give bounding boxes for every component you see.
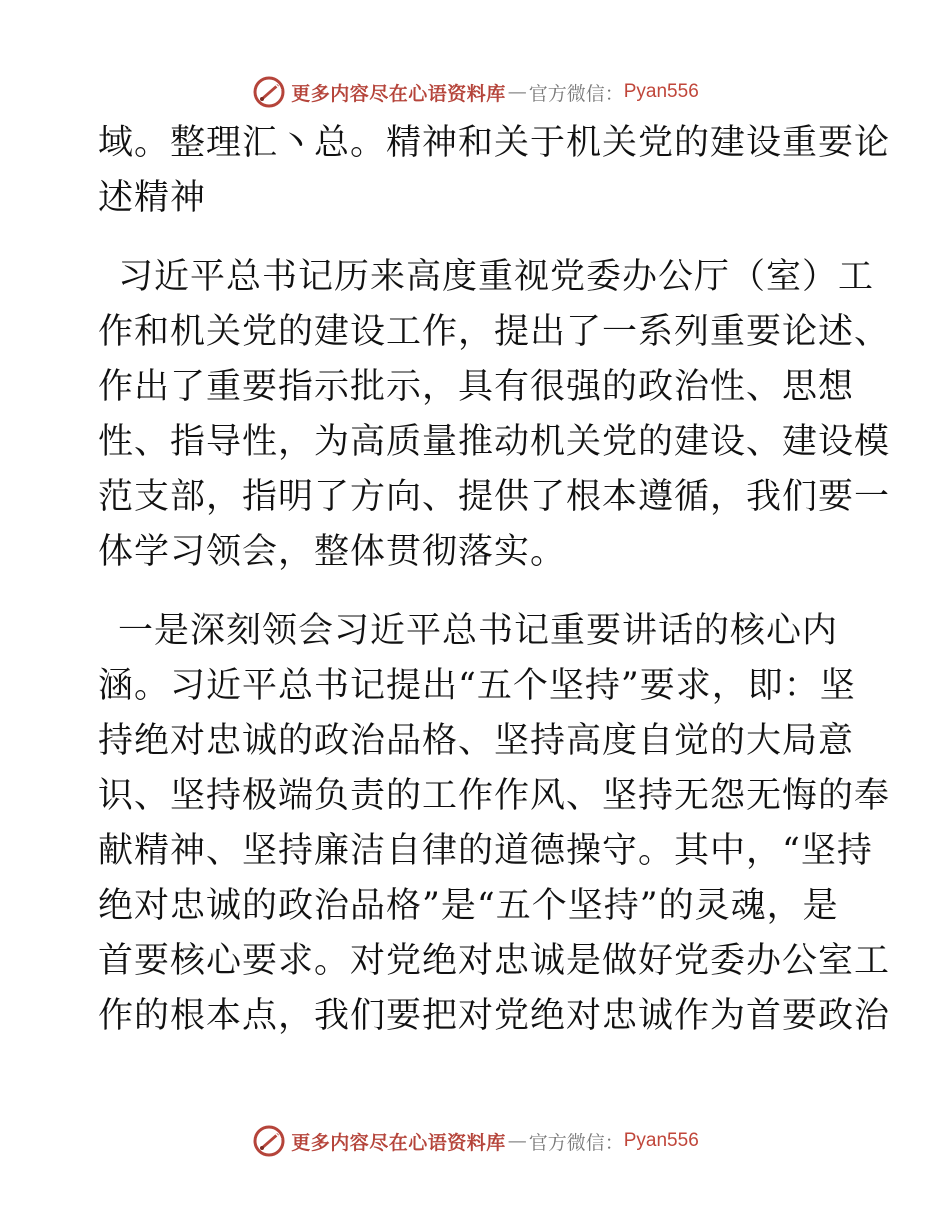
- paragraph-line: 一是深刻领会习近平总书记重要讲话的核心内: [118, 611, 839, 651]
- watermark-main-text: 更多内容尽在心语资料库: [291, 1131, 506, 1154]
- paragraph-line: 作出了重要指示批示，具有很强的政治性、思想: [98, 367, 855, 407]
- heading-line: 域。整理汇丶总。精神和关于机关党的建设重要论: [98, 123, 891, 163]
- paragraph-2: [98, 604, 891, 1044]
- paragraph-line: 识、坚持极端负责的工作作风、坚持无怨无悔的奉: [98, 776, 891, 816]
- header-watermark: [0, 72, 950, 112]
- watermark-contact-id: Pyan556: [623, 81, 699, 102]
- watermark-contact-label: 官方微信：: [528, 82, 624, 105]
- watermark-contact-label: 官方微信：: [528, 1131, 624, 1154]
- paragraph-1: [98, 250, 891, 580]
- pen-circle-logo-icon: [251, 74, 287, 110]
- footer-watermark: [0, 1121, 950, 1161]
- document-body: [98, 116, 891, 1044]
- watermark-contact-id: Pyan556: [623, 1130, 699, 1151]
- paragraph-line: 持绝对忠诚的政治品格、坚持高度自觉的大局意: [98, 721, 855, 761]
- heading: [98, 116, 891, 226]
- paragraph-line: 习近平总书记历来高度重视党委办公厅（室）工: [118, 257, 875, 297]
- pen-circle-logo-icon: [251, 1123, 287, 1159]
- paragraph-line: 范支部，指明了方向、提供了根本遵循，我们要一: [98, 477, 891, 517]
- paragraph-line: 性、指导性，为高质量推动机关党的建设、建设模: [98, 422, 891, 462]
- paragraph-line: 作和机关党的建设工作，提出了一系列重要论述、: [98, 312, 891, 352]
- paragraph-line: 首要核心要求。对党绝对忠诚是做好党委办公室工: [98, 941, 891, 981]
- paragraph-line: 作的根本点，我们要把对党绝对忠诚作为首要政治: [98, 996, 891, 1036]
- paragraph-line: 涵。习近平总书记提出“五个坚持”要求，即：坚: [98, 666, 856, 706]
- watermark-separator: —: [507, 1130, 527, 1152]
- watermark-separator: —: [507, 81, 527, 103]
- paragraph-line: 绝对忠诚的政治品格”是“五个坚持”的灵魂，是: [98, 886, 839, 926]
- watermark-main-text: 更多内容尽在心语资料库: [291, 82, 506, 105]
- paragraph-line: 献精神、坚持廉洁自律的道德操守。其中，“坚持: [98, 831, 873, 871]
- paragraph-line: 体学习领会，整体贯彻落实。: [98, 532, 567, 572]
- heading-line: 述精神: [98, 178, 207, 218]
